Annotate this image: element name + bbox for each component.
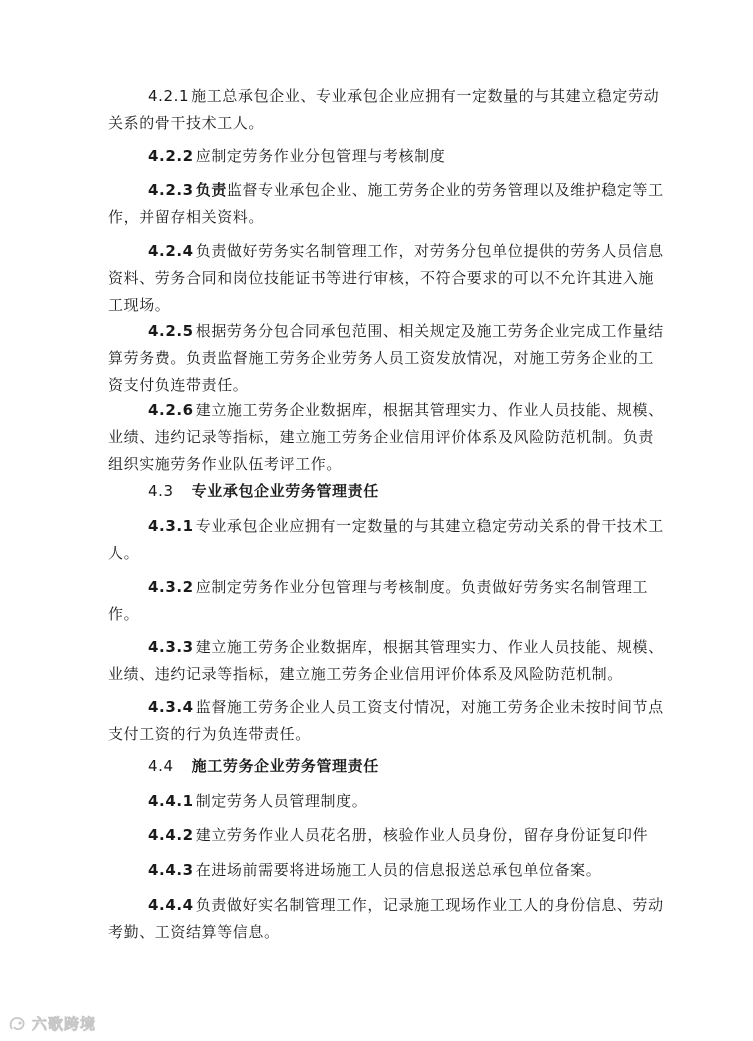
section-4-4-3	[108, 857, 668, 884]
section-4-3-3	[108, 634, 668, 688]
watermark	[8, 1013, 96, 1034]
section-text: 建立施工劳务企业数据库，根据其管理实力、作业人员技能、规模、业绩、违约记录等指标，建立施工劳务企业信用评价体系及风险防范机制。负责组织实施劳务作业队伍考评工作。	[108, 401, 664, 473]
section-text: 专业承包企业应拥有一定数量的与其建立稳定劳动关系的骨干技术工人。	[108, 517, 664, 562]
section-number: 4.2.5	[148, 322, 194, 340]
section-number: 4.3.3	[148, 638, 194, 656]
section-text: 制定劳务人员管理制度。	[195, 792, 368, 810]
watermark-logo-icon	[8, 1015, 28, 1033]
section-number: 4.2.1	[148, 87, 190, 105]
section-4-2-1	[108, 83, 668, 137]
section-text: 监督专业承包企业、施工劳务企业的劳务管理以及维护稳定等工作，并留存相关资料。	[108, 181, 664, 226]
watermark-text: 六歌跨境	[32, 1015, 97, 1033]
section-number: 4.3.4	[148, 698, 194, 716]
heading-number: 4.3	[148, 482, 174, 500]
heading-4-3	[148, 478, 379, 505]
section-text: 建立施工劳务企业数据库，根据其管理实力、作业人员技能、规模、业绩、违约记录等指标，建立施工劳务企业信用评价体系及风险防范机制。	[108, 638, 664, 683]
section-number: 4.2.6	[148, 401, 194, 419]
section-4-2-6	[108, 397, 668, 478]
heading-number: 4.4	[148, 757, 174, 775]
section-text: 负责做好实名制管理工作，记录施工现场作业工人的身份信息、劳动考勤、工资结算等信息。	[108, 896, 664, 941]
section-4-2-3	[108, 177, 668, 231]
section-number: 4.4.3	[148, 861, 194, 879]
section-text: 应制定劳务作业分包管理与考核制度	[195, 147, 446, 165]
section-4-3-1	[108, 513, 668, 567]
section-number: 4.3.2	[148, 578, 194, 596]
section-4-4-2	[108, 822, 668, 849]
section-number: 4.2.2	[148, 147, 194, 165]
section-4-3-2	[108, 574, 668, 628]
section-4-2-5	[108, 318, 668, 399]
section-number: 4.2.4	[148, 242, 194, 260]
heading-title: 专业承包企业劳务管理责任	[191, 482, 379, 500]
section-number: 4.3.1	[148, 517, 194, 535]
heading-4-4	[148, 753, 379, 780]
section-4-2-2	[108, 143, 668, 170]
section-number: 4.4.1	[148, 792, 194, 810]
section-text: 应制定劳务作业分包管理与考核制度。负责做好劳务实名制管理工作。	[108, 578, 649, 623]
section-number: 4.4.2	[148, 826, 194, 844]
section-number: 4.2.3	[148, 181, 194, 199]
section-number: 4.4.4	[148, 896, 194, 914]
section-bold-word: 负责	[195, 181, 227, 199]
section-4-3-4	[108, 694, 668, 748]
heading-title: 施工劳务企业劳务管理责任	[191, 757, 379, 775]
section-text: 在进场前需要将进场施工人员的信息报送总承包单位备案。	[195, 861, 602, 879]
section-text: 负责做好劳务实名制管理工作，对劳务分包单位提供的劳务人员信息资料、劳务合同和岗位技能证书等进行审核，不符合要求的可以不允许其进入施工现场。	[108, 242, 664, 314]
section-text: 施工总承包企业、专业承包企业应拥有一定数量的与其建立稳定劳动关系的骨干技术工人。	[108, 87, 660, 132]
section-4-2-4	[108, 238, 668, 319]
section-4-4-1	[108, 788, 668, 815]
section-text: 根据劳务分包合同承包范围、相关规定及施工劳务企业完成工作量结算劳务费。负责监督施工劳务企业劳务人员工资发放情况，对施工劳务企业的工资支付负连带责任。	[108, 322, 664, 394]
section-text: 建立劳务作业人员花名册，核验作业人员身份，留存身份证复印件	[195, 826, 649, 844]
section-4-4-4	[108, 892, 668, 946]
section-text: 监督施工劳务企业人员工资支付情况，对施工劳务企业未按时间节点支付工资的行为负连带责任。	[108, 698, 664, 743]
